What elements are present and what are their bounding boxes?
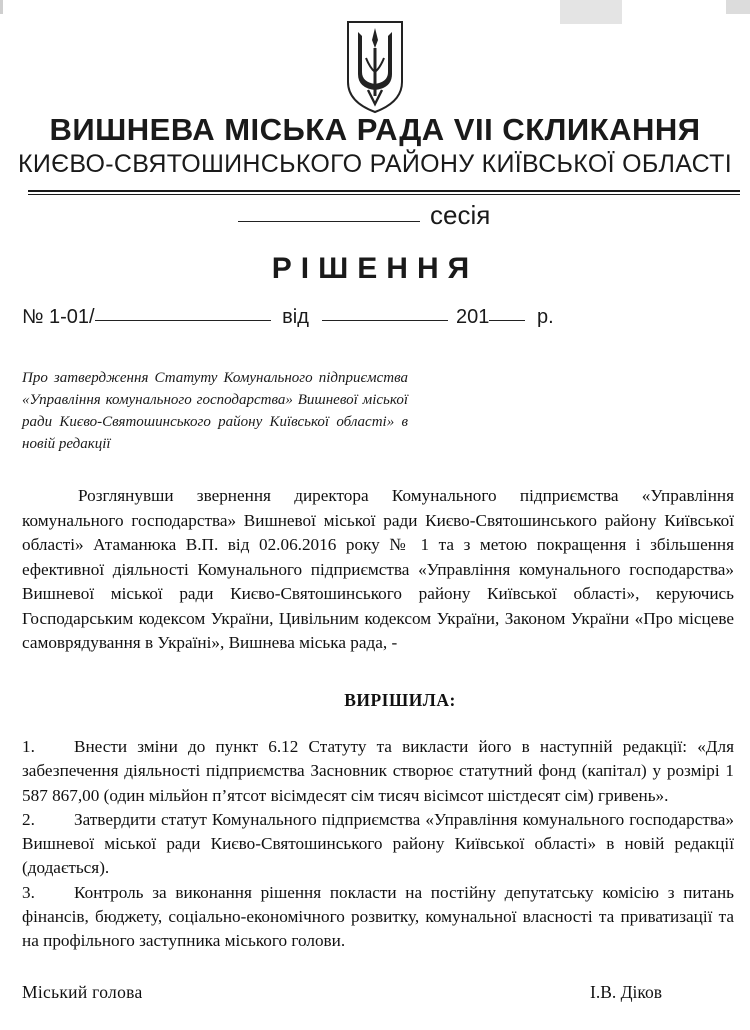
resolved-heading: ВИРІШИЛА: xyxy=(344,690,456,710)
resolution-items xyxy=(22,735,734,954)
preamble xyxy=(22,484,734,656)
header-rule-thin xyxy=(28,194,740,195)
scan-artifact xyxy=(726,0,750,14)
decision-title: РІШЕННЯ xyxy=(271,252,479,285)
signatory-position: Міський голова xyxy=(22,982,143,1002)
year-prefix: 201 xyxy=(456,306,490,328)
resolution-item: 3. Контроль за виконання рішення покласти на постійну депутатську комісію з питань фінансів, бюджету, соціально-економічного розвитку, комунальної власності та приватизації та на профільного заступника міського голови. xyxy=(22,882,734,951)
year-suffix: р. xyxy=(536,306,554,328)
resolution-item: 2. Затвердити статут Комунального підприємства «Управління комунального господарства» Вишневої міської ради Києво-Святошинського району Київської області» в новій редакції (додається). xyxy=(22,809,734,878)
preamble-text: Розглянувши звернення директора Комунального підприємства «Управління комунального господарства» Вишневої міської ради Києво-Святошинського району Київської області» Атаманюка В.П. від 02.06.2016 року № 1 та з метою покращення і збільшення ефективної діяльності Комунального підприємства «Управління комунального господарства» Вишневої міської ради Києво-Святошинського району Київської області», керуючись Господарським кодексом України, Цивільним кодексом України, Законом України «Про місцеве самоврядування в Україні», Вишнева міська рада, - xyxy=(22,486,734,652)
scan-artifact xyxy=(0,0,3,14)
number-blank xyxy=(95,320,271,321)
number-line xyxy=(22,306,554,329)
session-line xyxy=(238,200,490,231)
header-rule xyxy=(28,190,740,192)
from-label: від xyxy=(282,306,309,328)
resolution-item: 1. Внести зміни до пункт 6.12 Статуту та викласти його в наступній редакції: «Для забезпечення діяльності підприємства Засновник створює статутний фонд (капітал) у розмірі 1 587 867,00 (один мільйон п’ятсот вісімдесят сім тисяч вісімсот шістдесят сім) гривень». xyxy=(22,737,734,805)
scan-artifact xyxy=(560,0,622,24)
council-name: ВИШНЕВА МІСЬКА РАДА VII СКЛИКАННЯ xyxy=(49,112,701,147)
session-blank xyxy=(238,221,420,222)
year-blank xyxy=(489,320,525,321)
date-blank xyxy=(322,320,448,321)
trident-coat-of-arms-icon xyxy=(344,18,406,114)
district-name: КИЄВО-СВЯТОШИНСЬКОГО РАЙОНУ КИЇВСЬКОЇ ОБЛАСТІ xyxy=(17,150,732,178)
session-label: сесія xyxy=(430,200,491,230)
number-prefix: № 1-01/ xyxy=(22,306,95,328)
decision-subject: Про затвердження Статуту Комунального підприємства «Управління комунального господарства» Вишневої міської ради Києво-Святошинського району Київської області» в новій редакції xyxy=(22,370,408,452)
signatory-name: І.В. Діков xyxy=(590,982,663,1002)
